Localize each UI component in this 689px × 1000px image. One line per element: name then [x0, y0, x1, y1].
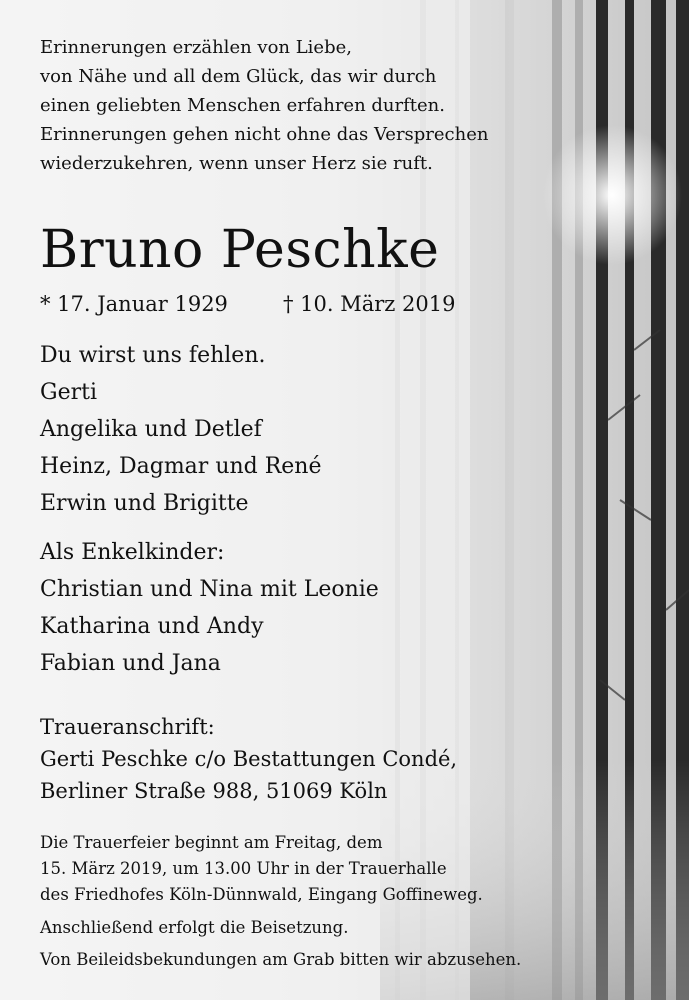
poem-line-1: Erinnerungen erzählen von Liebe, — [40, 37, 352, 58]
birth-date: * 17. Januar 1929 — [40, 292, 228, 316]
poem-line-4: Erinnerungen gehen nicht ohne das Versprechen — [40, 124, 489, 145]
funeral-line-1: Die Trauerfeier beginnt am Freitag, dem — [40, 833, 383, 852]
address-heading: Traueranschrift: — [40, 715, 215, 739]
address-line-2: Berliner Straße 988, 51069 Köln — [40, 779, 388, 803]
funeral-line-3: des Friedhofes Köln-Dünnwald, Eingang Goffineweg. — [40, 885, 483, 904]
poem-line-5: wiederzukehren, wenn unser Herz sie ruft. — [40, 153, 433, 174]
poem-line-2: von Nähe und all dem Glück, das wir durch — [40, 66, 437, 87]
grandchild-3: Fabian und Jana — [40, 651, 221, 676]
mourner-3: Heinz, Dagmar und René — [40, 454, 322, 479]
condolences-note: Von Beileidsbekundungen am Grab bitten wir abzusehen. — [40, 950, 522, 969]
mourner-1: Gerti — [40, 380, 97, 405]
address-line-1: Gerti Peschke c/o Bestattungen Condé, — [40, 747, 458, 771]
burial-note: Anschließend erfolgt die Beisetzung. — [40, 918, 349, 937]
grandchildren-heading: Als Enkelkinder: — [40, 540, 225, 565]
death-date: † 10. März 2019 — [283, 292, 456, 316]
farewell-line: Du wirst uns fehlen. — [40, 343, 266, 368]
mourner-2: Angelika und Detlef — [40, 417, 262, 442]
deceased-name: Bruno Peschke — [40, 220, 440, 280]
funeral-line-2: 15. März 2019, um 13.00 Uhr in der Trauerhalle — [40, 859, 447, 878]
grandchild-1: Christian und Nina mit Leonie — [40, 577, 379, 602]
poem-line-3: einen geliebten Menschen erfahren durften. — [40, 95, 445, 116]
mourner-4: Erwin und Brigitte — [40, 491, 249, 516]
grandchild-2: Katharina und Andy — [40, 614, 264, 639]
